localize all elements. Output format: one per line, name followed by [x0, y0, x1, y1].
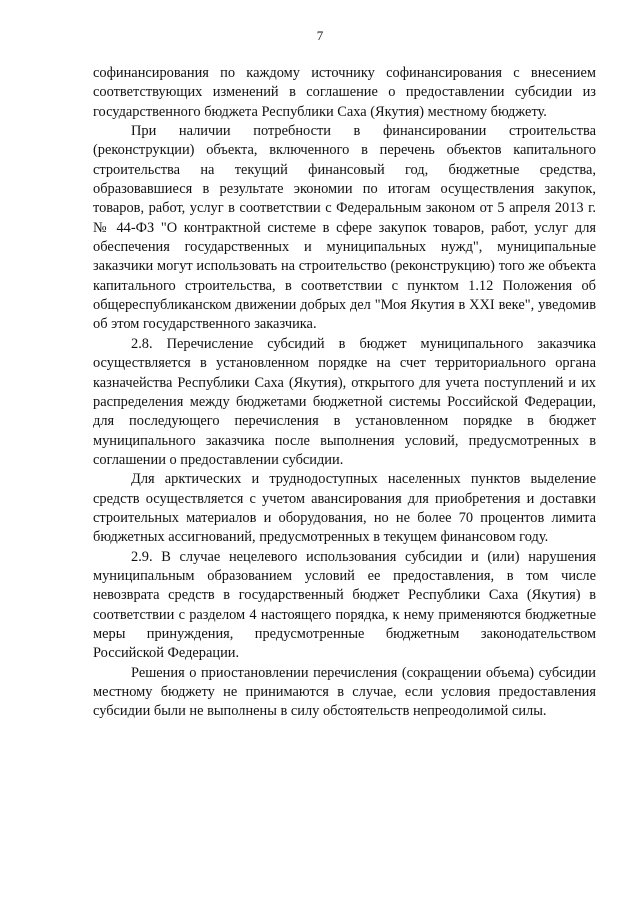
- paragraph-2-9-misuse: 2.9. В случае нецелевого использования субсидии и (или) нарушения муниципальным образованием условий ее предоставления, в том числе невозврата средств в государственный бюджет Республики Саха (Якутия) в соответствии с разделом 4 настоящего порядка, к нему применяются бюджетные меры принуждения, предусмотренные бюджетным законодательством Российской Федерации.: [93, 548, 596, 662]
- document-body: [93, 64, 596, 722]
- paragraph-arctic-advance: Для арктических и труднодоступных населенных пунктов выделение средств осуществляется с учетом авансирования для приобретения и доставки строительных материалов и оборудования, но не более 70 процентов лимита бюджетных ассигнований, предусмотренных в текущем финансовом году.: [93, 471, 596, 546]
- paragraph-cofinancing-continuation: софинансирования по каждому источнику софинансирования с внесением соответствующих изменений в соглашение о предоставлении субсидии из государственного бюджета Республики Саха (Якутия) местному бюджету.: [93, 65, 596, 120]
- paragraph-construction-funding: При наличии потребности в финансировании строительства (реконструкции) объекта, включенного в перечень объектов капитального строительства на текущий финансовый год, бюджетные средства, образовавшиеся в результате экономии по итогам осуществления закупок, товаров, работ, услуг в соответствии с Федеральным законом от 5 апреля 2013 г. № 44-ФЗ "О контрактной системе в сфере закупок товаров, работ, услуг для обеспечения государственных и муниципальных нужд", муниципальные заказчики могут использовать на строительство (реконструкцию) того же объекта капитального строительства, в соответствии с пунктом 1.12 Положения об общереспубликанском движении добрых дел "Моя Якутия в XXI веке", уведомив об этом государственного заказчика.: [93, 123, 596, 333]
- paragraph-force-majeure: Решения о приостановлении перечисления (сокращении объема) субсидии местному бюджету не принимаются в случае, если условия предоставления субсидии были не выполнены в силу обстоятельств непреодолимой силы.: [93, 664, 596, 720]
- paragraph-2-8-subsidy-transfer: 2.8. Перечисление субсидий в бюджет муниципального заказчика осуществляется в установленном порядке на счет территориального органа казначейства Республики Саха (Якутия), открытого для учета поступлений и их распределения между бюджетами бюджетной системы Российской Федерации, для последующего перечисления в установленном порядке в бюджет муниципального заказчика после выполнения условий, предусмотренных в соглашении о предоставлении субсидии.: [93, 335, 596, 468]
- page-number: 7: [316, 28, 324, 43]
